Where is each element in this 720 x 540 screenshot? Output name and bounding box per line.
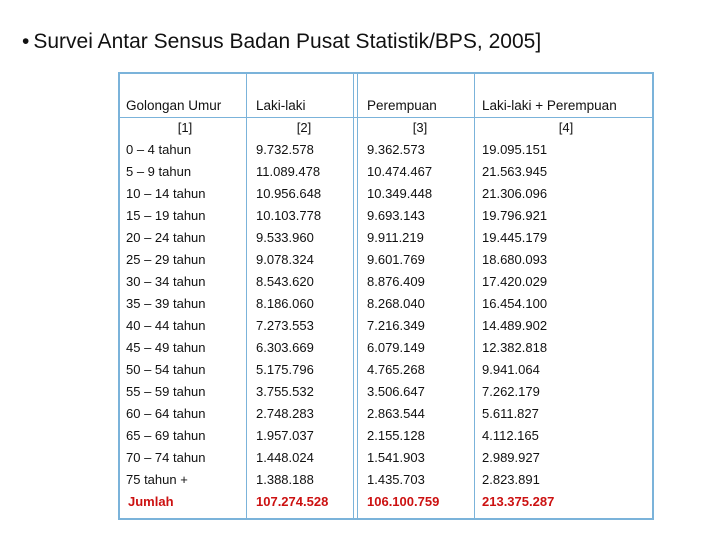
table-cell-age: 40 – 44 tahun (126, 318, 206, 333)
table-cell-age: 75 tahun + (126, 472, 188, 487)
table-cell-female: 2.863.544 (367, 406, 425, 421)
column-index: [1] (177, 120, 193, 135)
table-cell-male: 10.956.648 (256, 186, 322, 201)
table-cell-female: 8.268.040 (367, 296, 425, 311)
table-cell-total: 19.095.151 (482, 142, 548, 157)
table-cell-total: 5.611.827 (482, 406, 539, 421)
table-cell-age: 20 – 24 tahun (126, 230, 206, 245)
population-table (118, 72, 654, 520)
table-cell-male: 5.175.796 (256, 362, 314, 377)
table-cell-total: 19.796.921 (482, 208, 548, 223)
table-cell-male: 1.448.024 (256, 450, 314, 465)
table-cell-total: 16.454.100 (482, 296, 548, 311)
table-cell-total: 7.262.179 (482, 384, 540, 399)
column-header: Laki-laki + Perempuan (482, 98, 617, 113)
table-cell-female: 9.911.219 (367, 230, 424, 245)
table-cell-male: 6.303.669 (256, 340, 314, 355)
total-cell-total: 213.375.287 (482, 494, 555, 509)
table-cell-age: 55 – 59 tahun (126, 384, 206, 399)
table-cell-male: 9.078.324 (256, 252, 314, 267)
table-cell-age: 60 – 64 tahun (126, 406, 206, 421)
table-cell-age: 45 – 49 tahun (126, 340, 206, 355)
table-cell-female: 8.876.409 (367, 274, 425, 289)
table-cell-age: 70 – 74 tahun (126, 450, 206, 465)
table-cell-female: 6.079.149 (367, 340, 425, 355)
table-cell-age: 10 – 14 tahun (126, 186, 206, 201)
table-cell-male: 1.957.037 (256, 428, 314, 443)
table-cell-total: 9.941.064 (482, 362, 540, 377)
table-cell-female: 10.349.448 (367, 186, 433, 201)
table-cell-age: 65 – 69 tahun (126, 428, 206, 443)
table-cell-total: 4.112.165 (482, 428, 539, 443)
table-cell-female: 9.601.769 (367, 252, 425, 267)
table-cell-total: 2.989.927 (482, 450, 540, 465)
table-cell-total: 19.445.179 (482, 230, 548, 245)
table-cell-female: 9.362.573 (367, 142, 425, 157)
table-cell-total: 21.563.945 (482, 164, 548, 179)
column-header: Laki-laki (256, 98, 306, 113)
column-index: [2] (296, 120, 312, 135)
column-index: [3] (412, 120, 428, 135)
table-cell-female: 10.474.467 (367, 164, 433, 179)
total-cell-female: 106.100.759 (367, 494, 440, 509)
table-cell-male: 9.533.960 (256, 230, 314, 245)
table-cell-age: 50 – 54 tahun (126, 362, 206, 377)
total-cell-age: Jumlah (128, 494, 174, 509)
table-cell-female: 3.506.647 (367, 384, 425, 399)
table-cell-male: 7.273.553 (256, 318, 314, 333)
title-text: Survei Antar Sensus Badan Pusat Statistik/BPS, 2005] (33, 30, 542, 53)
table-cell-total: 21.306.096 (482, 186, 548, 201)
table-cell-total: 12.382.818 (482, 340, 548, 355)
table-cell-total: 17.420.029 (482, 274, 548, 289)
total-cell-male: 107.274.528 (256, 494, 329, 509)
table-cell-female: 1.541.903 (367, 450, 425, 465)
table-cell-male: 9.732.578 (256, 142, 314, 157)
table-cell-female: 2.155.128 (367, 428, 425, 443)
table-cell-total: 2.823.891 (482, 472, 540, 487)
table-cell-female: 9.693.143 (367, 208, 425, 223)
column-index: [4] (558, 120, 574, 135)
table-cell-male: 3.755.532 (256, 384, 314, 399)
table-cell-age: 15 – 19 tahun (126, 208, 206, 223)
table-cell-age: 30 – 34 tahun (126, 274, 206, 289)
table-cell-male: 2.748.283 (256, 406, 314, 421)
table-cell-male: 8.543.620 (256, 274, 314, 289)
table-cell-male: 1.388.188 (256, 472, 314, 487)
table-cell-male: 8.186.060 (256, 296, 314, 311)
bullet-icon: • (22, 30, 30, 53)
table-cell-age: 35 – 39 tahun (126, 296, 206, 311)
table-cell-age: 5 – 9 tahun (126, 164, 192, 179)
table-cell-female: 4.765.268 (367, 362, 425, 377)
table-cell-female: 1.435.703 (367, 472, 425, 487)
table-cell-male: 11.089.478 (256, 164, 321, 179)
table-cell-age: 0 – 4 tahun (126, 142, 192, 157)
table-cell-male: 10.103.778 (256, 208, 322, 223)
column-header: Perempuan (367, 98, 437, 113)
table-cell-total: 14.489.902 (482, 318, 548, 333)
column-header: Golongan Umur (126, 98, 222, 113)
table-cell-age: 25 – 29 tahun (126, 252, 206, 267)
slide-title (22, 30, 541, 54)
table-cell-total: 18.680.093 (482, 252, 548, 267)
table-cell-female: 7.216.349 (367, 318, 425, 333)
